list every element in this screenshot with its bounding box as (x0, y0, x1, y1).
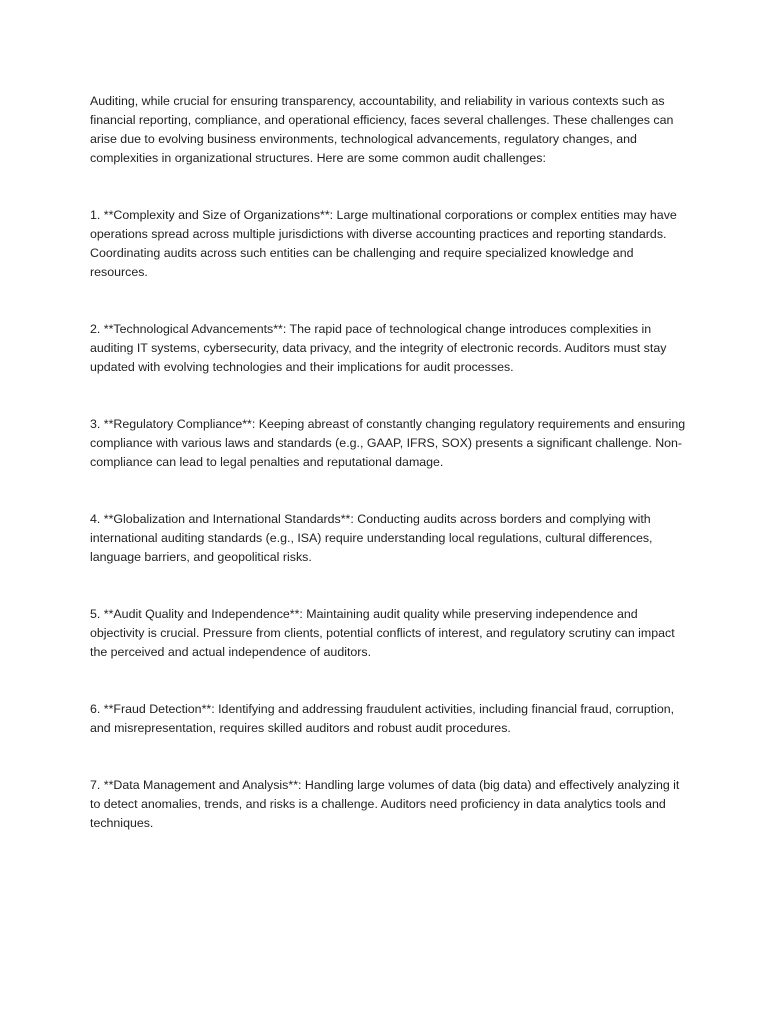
challenge-item-2: 2. **Technological Advancements**: The rapid pace of technological change introduces complexities in auditing IT systems, cybersecurity, data privacy, and the integrity of electronic records. Auditors must stay updated with evolving technologies and their implications for audit processes. (90, 322, 667, 374)
challenge-item-3: 3. **Regulatory Compliance**: Keeping abreast of constantly changing regulatory requirements and ensuring compliance with various laws and standards (e.g., GAAP, IFRS, SOX) presents a significant challenge. Non-compliance can lead to legal penalties and reputational damage. (90, 417, 686, 469)
challenge-item-5: 5. **Audit Quality and Independence**: Maintaining audit quality while preserving independence and objectivity is crucial. Pressure from clients, potential conflicts of interest, and regulatory scrutiny can impact the perceived and actual independence of auditors. (90, 607, 675, 659)
challenge-item-6: 6. **Fraud Detection**: Identifying and addressing fraudulent activities, including financial fraud, corruption, and misrepresentation, requires skilled auditors and robust audit procedures. (90, 702, 675, 735)
challenge-item-1: 1. **Complexity and Size of Organizations**: Large multinational corporations or complex entities may have operations spread across multiple jurisdictions with diverse accounting practices and reporting standards. Coordinating audits across such entities can be challenging and require specialized knowledge and resources. (90, 208, 677, 279)
intro-paragraph: Auditing, while crucial for ensuring transparency, accountability, and reliability in various contexts such as financial reporting, compliance, and operational efficiency, faces several challenges. These challenges can arise due to evolving business environments, technological advancements, regulatory changes, and complexities in organizational structures. Here are some common audit challenges: (90, 94, 674, 165)
document-page (90, 92, 686, 871)
challenge-item-7: 7. **Data Management and Analysis**: Handling large volumes of data (big data) and effectively analyzing it to detect anomalies, trends, and risks is a challenge. Auditors need proficiency in data analytics tools and techniques. (90, 778, 680, 830)
challenge-item-4: 4. **Globalization and International Standards**: Conducting audits across borders and complying with international auditing standards (e.g., ISA) require understanding local regulations, cultural differences, language barriers, and geopolitical risks. (90, 512, 653, 564)
